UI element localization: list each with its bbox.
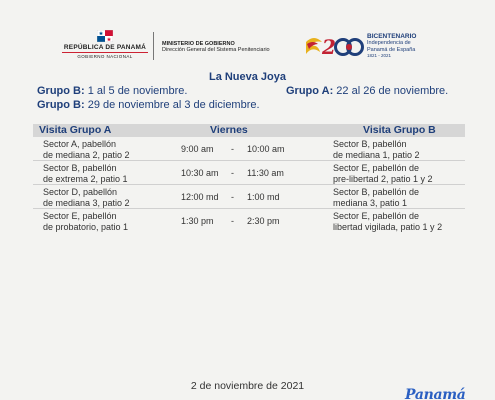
bicentenario-title: BICENTENARIO (367, 33, 417, 40)
table-header (33, 124, 465, 137)
group-b-cell: Sector E, pabellón de pre-libertad 2, patio 1 y 2 (333, 163, 433, 184)
group-a-cell: Sector D, pabellón de mediana 3, patio 2 (43, 187, 130, 208)
header-day: Viernes (210, 124, 248, 136)
bicentenario-line1: Independencia de (367, 40, 411, 46)
group-b-cell: Sector B, pabellón de mediana 1, patio 2 (333, 139, 420, 160)
header (0, 30, 495, 72)
header-divider (153, 32, 154, 60)
table-row (33, 209, 465, 233)
bicentenario-line2: Panamá de España (367, 46, 416, 53)
group-label: Grupo B: (37, 85, 85, 97)
end-time: 11:30 am (247, 168, 284, 178)
visit-schedule-table (33, 124, 465, 233)
time-separator: - (231, 216, 234, 226)
table-row (33, 185, 465, 209)
group-line (37, 99, 260, 111)
bicentenario-logo (304, 30, 444, 62)
republic-subtitle: GOBIERNO NACIONAL (62, 52, 148, 59)
bicentenario-text (367, 33, 416, 58)
ministry-block (162, 41, 270, 53)
group-dates: 22 al 26 de noviembre. (333, 85, 449, 97)
table-row (33, 161, 465, 185)
group-a-cell: Sector E, pabellón de probatorio, patio 1 (43, 211, 129, 232)
group-line (37, 85, 187, 97)
group-b-cell: Sector B, pabellón de mediana 3, patio 1 (333, 187, 420, 208)
group-label: Grupo B: (37, 99, 85, 111)
group-b-cell: Sector E, pabellón de libertad vigilada, patio 1 y 2 (333, 211, 443, 232)
panama-flag-icon (97, 30, 113, 42)
end-time: 2:30 pm (247, 216, 280, 226)
publication-date: 2 de noviembre de 2021 (190, 380, 305, 392)
group-line (286, 85, 448, 97)
group-a-cell: Sector B, pabellón de extrema 2, patio 1 (43, 163, 128, 184)
bicentenario-emblem-icon (304, 32, 364, 60)
group-a-cell: Sector A, pabellón de mediana 2, patio 2 (43, 139, 130, 160)
header-group-a: Visita Grupo A (39, 124, 112, 136)
ministry-name: MINISTERIO DE GOBIERNO (162, 41, 235, 47)
group-dates: 1 al 5 de noviembre. (84, 85, 188, 97)
panama-brand-logo: Panamá (405, 387, 466, 400)
bicentenario-years: 1821 - 2021 (367, 53, 392, 58)
page-title: La Nueva Joya (208, 71, 287, 83)
time-separator: - (231, 192, 234, 202)
group-dates: 29 de noviembre al 3 de diciembre. (84, 99, 260, 111)
table-row (33, 137, 465, 161)
time-separator: - (231, 144, 234, 154)
republic-logo (62, 30, 148, 59)
end-time: 10:00 am (247, 144, 285, 154)
svg-text:2: 2 (322, 35, 336, 59)
republic-name: REPÚBLICA DE PANAMÁ (63, 44, 147, 51)
start-time: 10:30 am (181, 168, 219, 178)
header-group-b: Visita Grupo B (363, 124, 436, 136)
time-separator: - (231, 168, 234, 178)
group-label: Grupo A: (286, 85, 334, 97)
end-time: 1:00 md (247, 192, 280, 202)
start-time: 9:00 am (181, 144, 214, 154)
ministry-subtitle: Dirección General del Sistema Penitenciario (162, 47, 270, 53)
start-time: 1:30 pm (181, 216, 214, 226)
start-time: 12:00 md (181, 192, 219, 202)
